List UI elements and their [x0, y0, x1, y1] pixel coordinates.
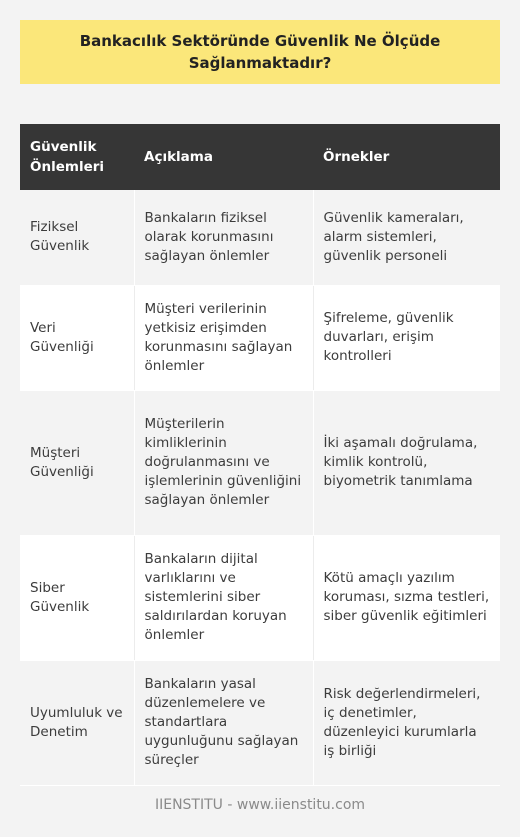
cell-examples: Şifreleme, güvenlik duvarları, erişim kontrolleri: [313, 285, 500, 390]
cell-examples: İki aşamalı doğrulama, kimlik kontrolü, biyometrik tanımlama: [313, 390, 500, 535]
title-banner: [20, 20, 500, 84]
table-row: [20, 390, 500, 535]
cell-measure: Uyumluluk ve Denetim: [20, 660, 134, 785]
cell-measure: Müşteri Güvenliği: [20, 390, 134, 535]
cell-description: Bankaların fiziksel olarak korunmasını sağlayan önlemler: [134, 190, 313, 285]
cell-measure: Fiziksel Güvenlik: [20, 190, 134, 285]
header-examples: Örnekler: [313, 124, 500, 190]
footer-credit: IIENSTITU - www.iienstitu.com: [154, 797, 366, 813]
header-measures: Güvenlik Önlemleri: [20, 124, 134, 190]
table-row: [20, 190, 500, 285]
cell-examples: Risk değerlendirmeleri, iç denetimler, düzenleyici kurumlarla iş birliği: [313, 660, 500, 785]
security-table: [20, 124, 500, 786]
table-row: [20, 535, 500, 660]
page-title: Bankacılık Sektöründe Güvenlik Ne Ölçüde Sağlanmaktadır?: [79, 32, 441, 72]
cell-description: Bankaların yasal düzenlemelere ve standartlara uygunluğunu sağlayan süreçler: [134, 660, 313, 785]
header-description: Açıklama: [134, 124, 313, 190]
cell-measure: Veri Güvenliği: [20, 285, 134, 390]
cell-examples: Kötü amaçlı yazılım koruması, sızma testleri, siber güvenlik eğitimleri: [313, 535, 500, 660]
table-row: [20, 285, 500, 390]
cell-description: Bankaların dijital varlıklarını ve sistemlerini siber saldırılardan koruyan önlemler: [134, 535, 313, 660]
table-row: [20, 660, 500, 785]
cell-measure: Siber Güvenlik: [20, 535, 134, 660]
cell-description: Müşterilerin kimliklerinin doğrulanmasını ve işlemlerinin güvenliğini sağlayan önlemler: [134, 390, 313, 535]
cell-description: Müşteri verilerinin yetkisiz erişimden korunmasını sağlayan önlemler: [134, 285, 313, 390]
cell-examples: Güvenlik kameraları, alarm sistemleri, güvenlik personeli: [313, 190, 500, 285]
table-header-row: [20, 124, 500, 190]
